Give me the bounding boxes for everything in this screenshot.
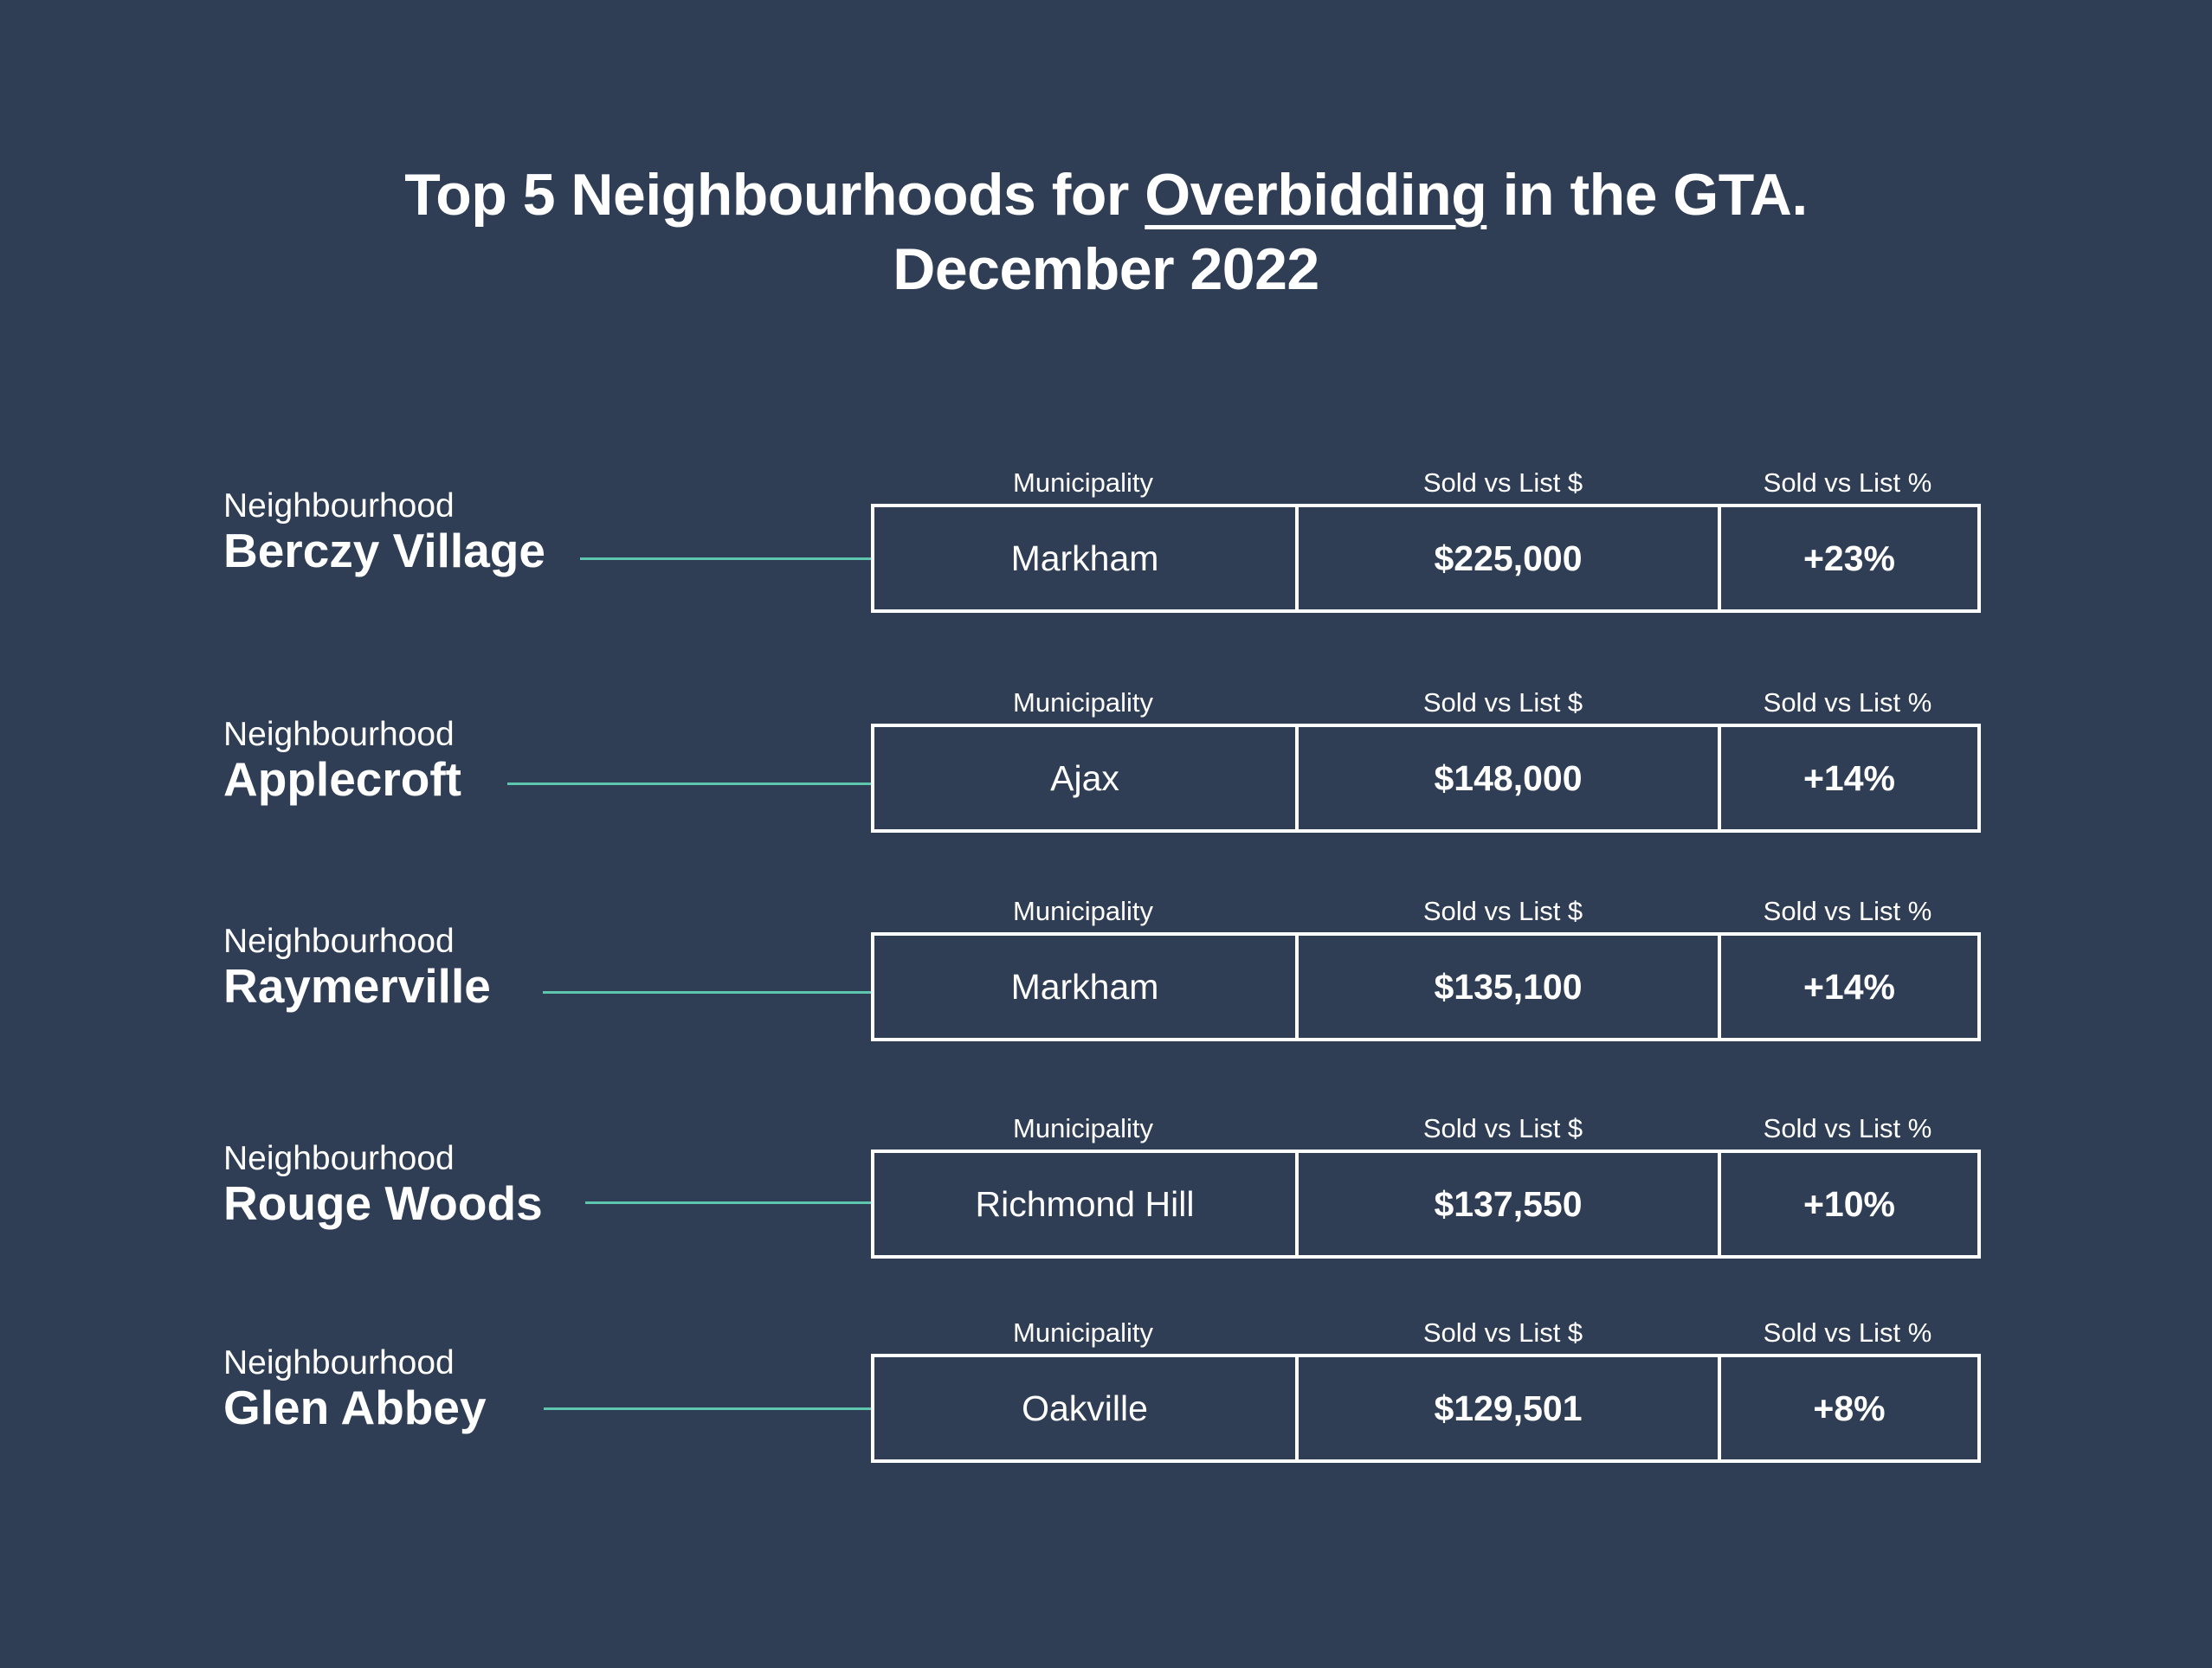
- neighbourhood-row: [0, 467, 2212, 641]
- data-box: [871, 724, 1981, 833]
- title-suffix: in the GTA.: [1502, 162, 1808, 228]
- sold-vs-list-pct-value: +8%: [1813, 1388, 1886, 1428]
- municipality-header: Municipality: [1013, 467, 1153, 498]
- neighbourhood-label: Neighbourhood: [223, 1140, 455, 1177]
- data-box: [871, 504, 1981, 613]
- municipality-header: Municipality: [1013, 1317, 1153, 1348]
- data-box: [871, 1354, 1981, 1463]
- municipality-header: Municipality: [1013, 1113, 1153, 1143]
- municipality-value: Markham: [874, 936, 1299, 1038]
- connector-line: [544, 1407, 871, 1410]
- sold-vs-list-pct-header: Sold vs List %: [1763, 1113, 1932, 1143]
- neighbourhood-row: [0, 1317, 2212, 1491]
- sold-vs-list-dollar-header: Sold vs List $: [1422, 467, 1583, 498]
- municipality-value: Oakville: [874, 1357, 1299, 1459]
- sold-vs-list-dollar-value: $137,550: [1299, 1153, 1721, 1255]
- neighbourhood-label: Neighbourhood: [223, 716, 455, 753]
- connector-line: [507, 782, 871, 785]
- municipality-value: Richmond Hill: [874, 1153, 1299, 1255]
- neighbourhood-label: Neighbourhood: [223, 1344, 455, 1381]
- sold-vs-list-pct-header: Sold vs List %: [1763, 687, 1932, 718]
- neighbourhood-row: [0, 896, 2212, 1069]
- municipality-value: Ajax: [874, 727, 1299, 829]
- neighbourhood-name: Glen Abbey: [223, 1381, 487, 1434]
- municipality-value: Markham: [874, 507, 1299, 609]
- data-box: [871, 1150, 1981, 1259]
- sold-vs-list-pct-value: +10%: [1802, 1184, 1895, 1224]
- sold-vs-list-dollar-value: $135,100: [1299, 936, 1721, 1038]
- sold-vs-list-pct-value: +14%: [1802, 758, 1895, 798]
- sold-vs-list-dollar-header: Sold vs List $: [1422, 896, 1583, 926]
- connector-line: [580, 557, 871, 560]
- neighbourhood-label: Neighbourhood: [223, 487, 455, 525]
- neighbourhood-row: [0, 687, 2212, 860]
- title-prefix: Top 5 Neighbourhoods for: [404, 162, 1129, 228]
- data-box: [871, 932, 1981, 1041]
- sold-vs-list-dollar-header: Sold vs List $: [1422, 687, 1583, 718]
- sold-vs-list-dollar-header: Sold vs List $: [1422, 1317, 1583, 1348]
- neighbourhood-name: Raymerville: [223, 959, 491, 1013]
- neighbourhood-name: Applecroft: [223, 752, 461, 806]
- connector-line: [543, 991, 871, 994]
- sold-vs-list-dollar-value: $225,000: [1299, 507, 1721, 609]
- title-highlight: Overbidding: [1145, 162, 1487, 228]
- page-title: [0, 158, 2212, 232]
- municipality-header: Municipality: [1013, 687, 1153, 718]
- sold-vs-list-pct-header: Sold vs List %: [1763, 896, 1932, 926]
- municipality-header: Municipality: [1013, 896, 1153, 926]
- neighbourhood-name: Rouge Woods: [223, 1176, 543, 1230]
- page-subtitle: December 2022: [893, 236, 1319, 302]
- sold-vs-list-pct-header: Sold vs List %: [1763, 1317, 1932, 1348]
- neighbourhood-label: Neighbourhood: [223, 923, 455, 960]
- sold-vs-list-pct-header: Sold vs List %: [1763, 467, 1932, 498]
- sold-vs-list-dollar-header: Sold vs List $: [1422, 1113, 1583, 1143]
- sold-vs-list-dollar-value: $129,501: [1299, 1357, 1721, 1459]
- sold-vs-list-pct-value: +14%: [1802, 967, 1895, 1007]
- connector-line: [585, 1201, 871, 1204]
- neighbourhood-name: Berczy Village: [223, 524, 545, 577]
- neighbourhood-row: [0, 1113, 2212, 1286]
- sold-vs-list-pct-value: +23%: [1802, 538, 1895, 578]
- sold-vs-list-dollar-value: $148,000: [1299, 727, 1721, 829]
